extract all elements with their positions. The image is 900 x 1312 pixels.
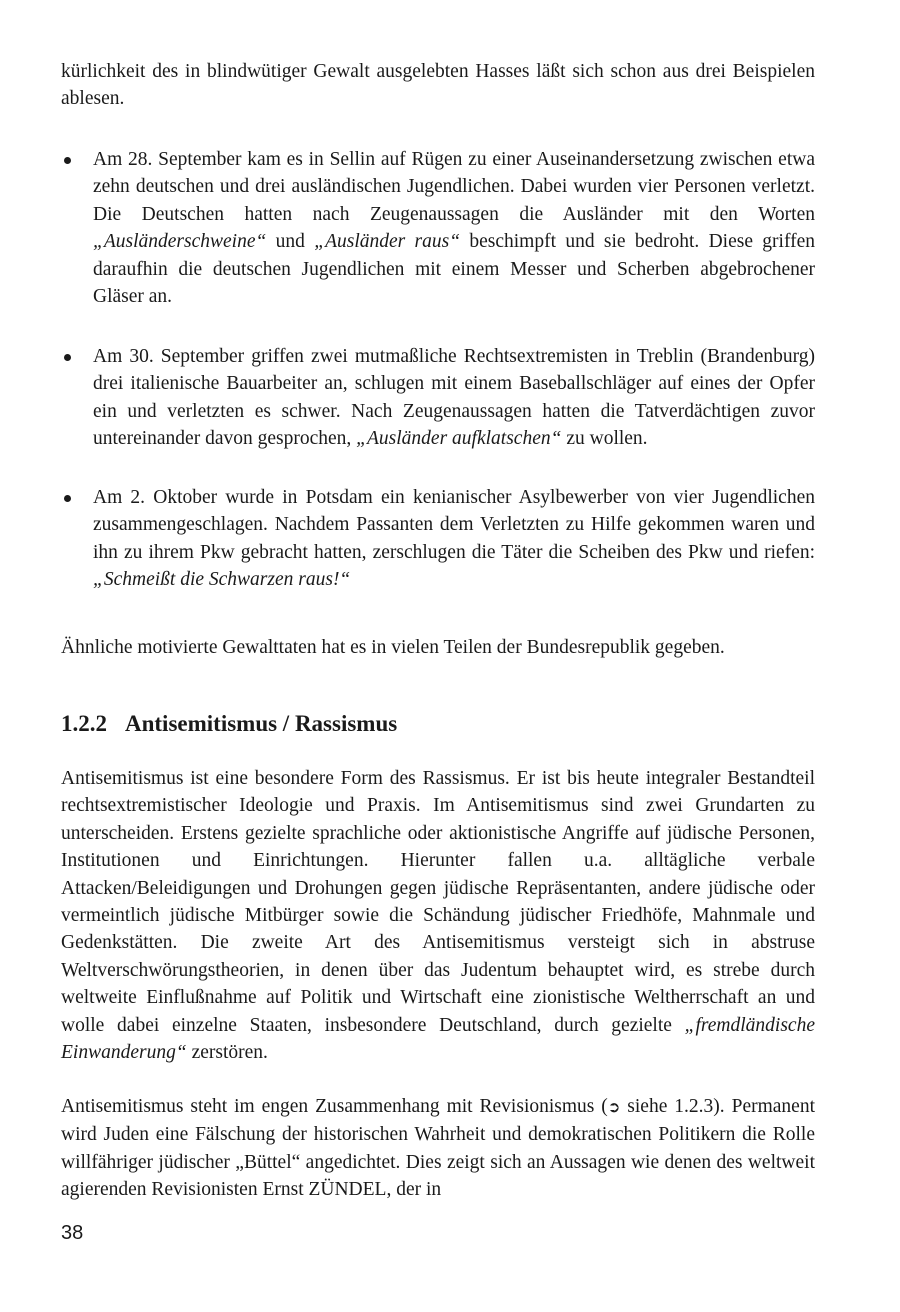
summary-paragraph: Ähnliche motivierte Gewalttaten hat es in vielen Teilen der Bundesrepublik gegeben. (61, 637, 725, 658)
bullet-icon (64, 495, 71, 502)
bullet-text: Am 2. Oktober wurde in Potsdam ein kenianischer Asylbewerber von vier Jugendlichen zusammengeschlagen. Nachdem Passanten dem Verletzten zu Hilfe gekommen waren und ihn zu ihrem Pkw gebracht hatten, zerschlugen die Täter die Scheiben des Pkw und riefen: „Schmeißt die Schwarzen raus!“ (93, 487, 815, 591)
bullet-icon (64, 157, 71, 164)
list-item (61, 343, 815, 453)
section-heading (61, 709, 397, 739)
section-number: 1.2.2 (61, 711, 107, 736)
list-item (61, 484, 815, 594)
page-number: 38 (61, 1222, 84, 1244)
list-item (61, 146, 815, 310)
arrow-icon: ➲ (607, 1098, 621, 1116)
bullet-text: Am 28. September kam es in Sellin auf Rügen zu einer Auseinandersetzung zwischen etwa zehn deutschen und drei ausländischen Jugendlichen. Dabei wurden vier Personen verletzt. Die Deutschen hatten nach Zeugenaussagen die Ausländer mit den Worten „Ausländerschweine“ und „Ausländer raus“ beschimpft und sie bedroht. Diese griffen daraufhin die deutschen Jugendlichen mit einem Messer und Scherben abgebrochener Gläser an. (93, 149, 816, 308)
bullet-icon (64, 354, 71, 361)
body-paragraph: Antisemitismus steht im engen Zusammenhang mit Revisionismus (➲ siehe 1.2.3). Permanent wird Juden eine Fälschung der historischen Wahrheit und demokratischen Politikern die Rolle willfähriger jüdischer „Büttel“ angedichtet. Dies zeigt sich an Aussagen wie denen des weltweit agierenden Revisionisten Ernst ZÜNDEL, der in (61, 1096, 815, 1201)
body-paragraph: Antisemitismus ist eine besondere Form des Rassismus. Er ist bis heute integraler Bestandteil rechtsextremistischer Ideologie und Praxis. Im Antisemitismus sind zwei Grundarten zu unterscheiden. Erstens gezielte sprachliche oder aktionistische Angriffe auf jüdische Personen, Institutionen und Einrichtungen. Hierunter fallen u.a. alltägliche verbale Attacken/Beleidigungen und Drohungen gegen jüdische Repräsentanten, andere jüdische oder vermeintlich jüdische Mitbürger sowie die Schändung jüdischer Friedhöfe, Mahnmale und Gedenkstätten. Die zweite Art des Antisemitismus versteigt sich in abstruse Weltverschwörungstheorien, in denen über das Judentum behauptet wird, es strebe durch weltweite Einflußnahme auf Politik und Wirtschaft eine zionistische Weltherrschaft an und wolle dabei einzelne Staaten, insbesondere Deutschland, durch gezielte „fremdländische Einwanderung“ zerstören. (61, 768, 815, 1064)
intro-paragraph: kürlichkeit des in blindwütiger Gewalt ausgelebten Hasses läßt sich schon aus drei Beispielen ablesen. (61, 61, 815, 110)
section-title: Antisemitismus / Rassismus (125, 711, 398, 736)
bullet-text: Am 30. September griffen zwei mutmaßliche Rechtsextremisten in Treblin (Brandenburg) drei italienische Bauarbeiter an, schlugen mit einem Baseballschläger auf eines der Opfer ein und verletzten es schwer. Nach Zeugenaussagen hatten die Tatverdächtigen zuvor untereinander davon gesprochen, „Ausländer aufklatschen“ zu wollen. (93, 346, 815, 450)
